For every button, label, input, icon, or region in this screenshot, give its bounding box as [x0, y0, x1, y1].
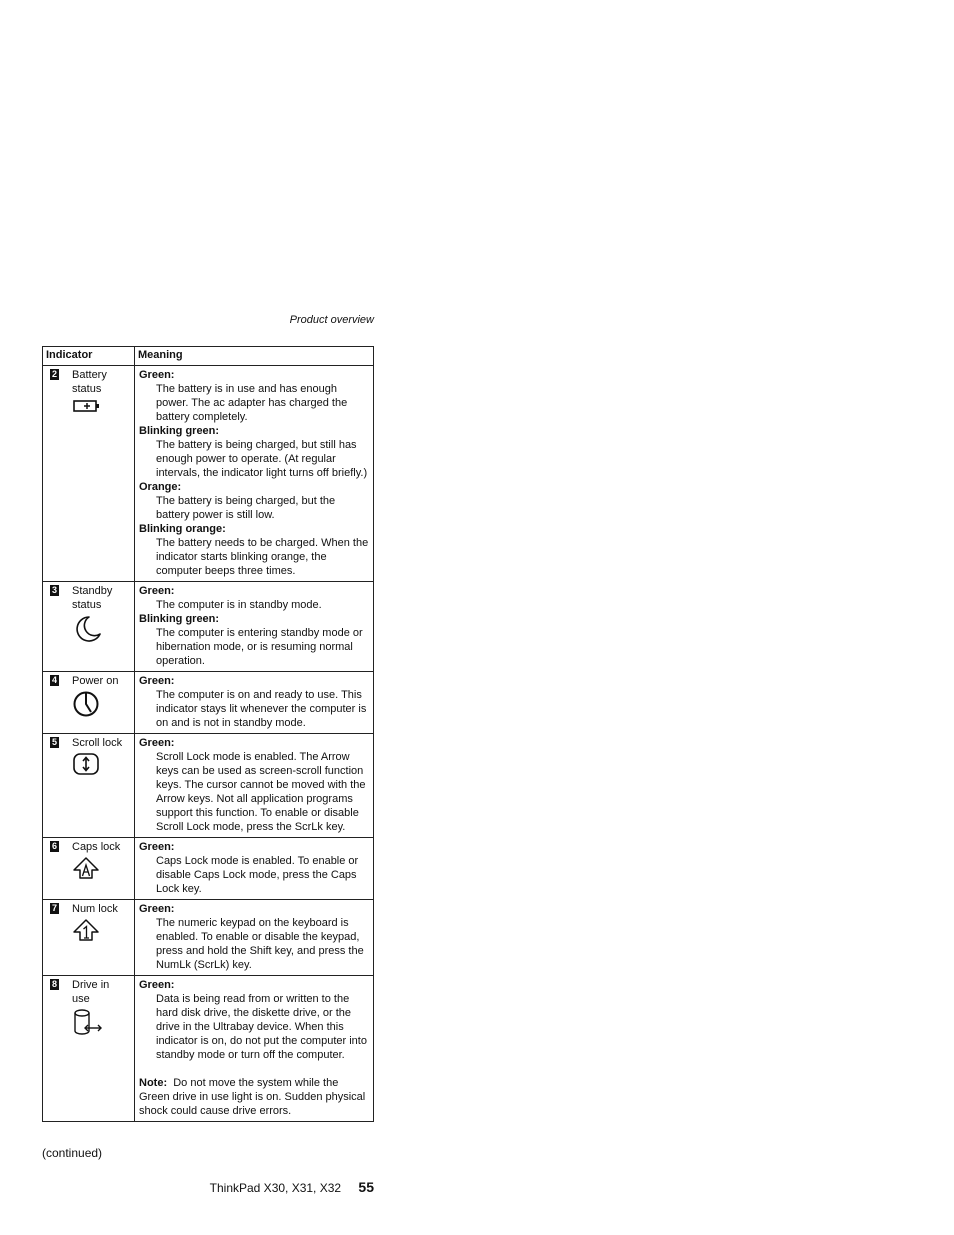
indicator-cell	[43, 838, 135, 900]
state-description: The battery is being charged, but the battery power is still low.	[156, 495, 336, 521]
state-label: Orange:	[139, 481, 182, 493]
state-label: Green:	[139, 979, 175, 991]
state-label: Green:	[139, 585, 175, 597]
state-label: Blinking green:	[139, 613, 220, 625]
meaning-cell	[135, 900, 374, 976]
state-description: The computer is on and ready to use. This indicator stays lit whenever the computer is on and is not in standby mode.	[156, 689, 367, 729]
indicator-name: Drive in use	[72, 979, 110, 1005]
battery-icon	[72, 398, 102, 414]
meaning-cell	[135, 672, 374, 734]
state-description: Scroll Lock mode is enabled. The Arrow keys can be used as screen-scroll function keys. The cursor cannot be moved with the Arrow keys. Not all application programs support this function. To enable or disable Scroll Lock mode, press the ScrLk key.	[156, 751, 366, 833]
meaning-cell	[135, 976, 374, 1122]
indicator-number-badge: 3	[51, 585, 57, 595]
indicator-column-header: Indicator	[43, 347, 135, 366]
table-row	[43, 672, 374, 734]
indicator-number-badge: 5	[51, 737, 57, 747]
note-label: Note:	[139, 1077, 168, 1089]
table-row	[43, 582, 374, 672]
indicator-number-badge: 6	[51, 841, 57, 851]
crescent-moon-icon	[72, 614, 102, 644]
state-description: The battery is being charged, but still has enough power to operate. (At regular intervals, the indicator light turns off briefly.)	[156, 439, 368, 479]
meaning-cell	[135, 366, 374, 582]
power-icon	[72, 690, 102, 718]
indicator-name: Caps lock	[72, 841, 121, 853]
state-description: The battery needs to be charged. When the indicator starts blinking orange, the computer beeps three times.	[156, 537, 369, 577]
indicator-table	[42, 346, 374, 1122]
meaning-cell	[135, 734, 374, 838]
meaning-cell	[135, 582, 374, 672]
note	[139, 1076, 369, 1118]
indicator-number-badge: 8	[51, 979, 57, 989]
state-label: Blinking green:	[139, 425, 220, 437]
page-footer	[42, 1179, 374, 1195]
state-label: Green:	[139, 737, 175, 749]
note-text: Do not move the system while the Green drive in use light is on. Sudden physical shock could cause drive errors.	[139, 1077, 366, 1117]
state-description: Caps Lock mode is enabled. To enable or disable Caps Lock mode, press the Caps Lock key.	[156, 855, 359, 895]
state-label: Green:	[139, 675, 175, 687]
state-description: The computer is in standby mode.	[156, 599, 322, 611]
indicator-name: Scroll lock	[72, 737, 123, 749]
indicator-number-badge: 7	[51, 903, 57, 913]
state-label: Green:	[139, 841, 175, 853]
meaning-column-header: Meaning	[135, 347, 374, 366]
state-label: Green:	[139, 369, 175, 381]
indicator-name: Standby status	[72, 585, 113, 611]
indicator-cell	[43, 734, 135, 838]
state-label: Green:	[139, 903, 175, 915]
state-description: Data is being read from or written to the hard disk drive, the diskette drive, or the drive in the Ultrabay device. When this indicator is on, do not put the computer into standby mode or turn off the computer.	[156, 993, 367, 1061]
book-title: ThinkPad X30, X31, X32	[209, 1181, 342, 1195]
table-row	[43, 976, 374, 1122]
indicator-name: Power on	[72, 675, 119, 687]
table-header-row	[43, 347, 374, 366]
caps-lock-icon	[72, 856, 102, 882]
table-row	[43, 366, 374, 582]
table-row	[43, 900, 374, 976]
state-description: The computer is entering standby mode or hibernation mode, or is resuming normal operation.	[156, 627, 363, 667]
state-description: The numeric keypad on the keyboard is enabled. To enable or disable the keypad, press and hold the Shift key, and press the NumLk (ScrLk) key.	[156, 917, 364, 971]
state-description: The battery is in use and has enough power. The ac adapter has charged the battery completely.	[156, 383, 348, 423]
indicator-name: Battery status	[72, 369, 107, 395]
indicator-cell	[43, 900, 135, 976]
table-row	[43, 734, 374, 838]
indicator-name: Num lock	[72, 903, 118, 915]
page-number: 55	[358, 1179, 374, 1195]
running-head: Product overview	[289, 314, 374, 326]
indicator-number-badge: 4	[51, 675, 57, 685]
num-lock-icon	[72, 918, 102, 944]
indicator-cell	[43, 976, 135, 1122]
indicator-cell	[43, 582, 135, 672]
drive-in-use-icon	[72, 1008, 104, 1038]
scroll-lock-icon	[72, 752, 102, 778]
continued-label: (continued)	[42, 1146, 103, 1160]
indicator-number-badge: 2	[51, 369, 57, 379]
indicator-cell	[43, 366, 135, 582]
meaning-cell	[135, 838, 374, 900]
state-label: Blinking orange:	[139, 523, 226, 535]
indicator-cell	[43, 672, 135, 734]
table-row	[43, 838, 374, 900]
